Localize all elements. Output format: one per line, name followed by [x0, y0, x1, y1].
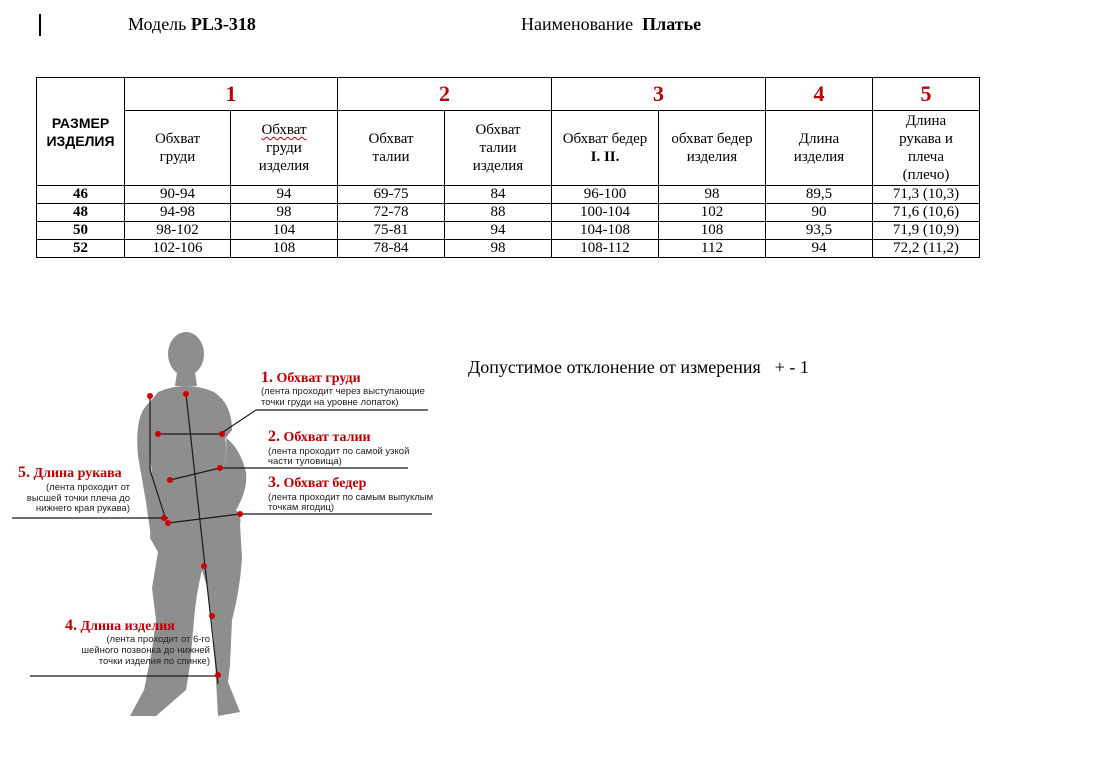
- tolerance-value: + - 1: [774, 357, 809, 377]
- column-header-hips: [552, 111, 659, 186]
- table-cell: 100-104: [552, 204, 659, 222]
- column-header-line: талии: [479, 140, 517, 156]
- column-header-line: рукава и: [899, 131, 953, 147]
- table-cell: 78-84: [338, 240, 445, 258]
- annotation-length-note-2: шейного позвонка до нижней: [81, 645, 210, 656]
- table-cell: 94: [445, 222, 552, 240]
- column-header-waist: [338, 111, 445, 186]
- table-cell: 71,3 (10,3): [873, 186, 980, 204]
- column-header-line: Обхват: [475, 122, 521, 138]
- group-header-2: 2: [338, 78, 552, 111]
- annotation-waist-num: 2.: [268, 428, 280, 445]
- table-row: [37, 240, 980, 258]
- table-cell: 102: [659, 204, 766, 222]
- size-header-cell: [37, 78, 125, 186]
- group-header-5: 5: [873, 78, 980, 111]
- table-row: [37, 204, 980, 222]
- table-cell: 94: [766, 240, 873, 258]
- table-cell: 90: [766, 204, 873, 222]
- column-header-line: Длина: [798, 131, 840, 147]
- model-value: PL3-318: [190, 14, 256, 34]
- group-header-4: 4: [766, 78, 873, 111]
- annotation-length-num: 4.: [65, 617, 77, 634]
- name-heading: [521, 14, 701, 35]
- name-label: Наименование: [521, 14, 634, 34]
- annotation-length: [65, 617, 175, 634]
- table-cell: 88: [445, 204, 552, 222]
- tolerance-note: [468, 357, 809, 378]
- annotation-chest-note-2: точки груди на уровне лопаток): [261, 397, 399, 408]
- table-cell: 96-100: [552, 186, 659, 204]
- annotation-sleeve-note-3: нижнего края рукава): [35, 503, 130, 514]
- model-heading: [128, 14, 256, 35]
- annotation-waist-note-1: (лента проходит по самой узкой: [268, 446, 410, 457]
- annotation-hips: [268, 474, 367, 491]
- annotation-sleeve-note-2: высшей точки плеча до: [26, 493, 130, 504]
- annotation-hips-title: Обхват бедер: [283, 476, 367, 491]
- table-cell: 98-102: [125, 222, 231, 240]
- annotation-length-title: Длина изделия: [80, 619, 175, 634]
- annotation-waist-title: Обхват талии: [283, 430, 371, 445]
- column-header-line: Обхват: [261, 122, 307, 138]
- table-cell: 108: [231, 240, 338, 258]
- table-cell: 90-94: [125, 186, 231, 204]
- table-cell: 69-75: [338, 186, 445, 204]
- annotation-chest: [261, 369, 361, 386]
- text-cursor: [39, 14, 41, 36]
- size-cell: 46: [37, 186, 125, 204]
- table-cell: 71,6 (10,6): [873, 204, 980, 222]
- column-header-hips-garment: [659, 111, 766, 186]
- annotation-chest-num: 1.: [261, 369, 273, 386]
- table-cell: 104: [231, 222, 338, 240]
- table-row: [37, 186, 980, 204]
- annotation-length-note-3: точки изделия по спинке): [98, 656, 210, 667]
- column-header-sleeve: [873, 111, 980, 186]
- column-header-line: изделия: [686, 149, 738, 165]
- column-header-line: плеча: [908, 149, 944, 165]
- annotation-hips-num: 3.: [268, 474, 280, 491]
- column-header-line: Обхват: [368, 131, 414, 147]
- annotation-chest-title: Обхват груди: [276, 371, 361, 386]
- annotation-length-note-1: (лента проходит от 6-го: [106, 634, 210, 645]
- annotation-hips-note-2: точкам ягодиц): [268, 502, 335, 513]
- annotation-chest-note-1: (лента проходит через выступающие: [261, 386, 425, 397]
- column-header-line: изделия: [793, 149, 845, 165]
- model-label: Модель: [128, 14, 187, 34]
- annotation-hips-note-1: (лента проходит по самым выпуклым: [268, 492, 434, 503]
- table-cell: 72-78: [338, 204, 445, 222]
- size-cell: 52: [37, 240, 125, 258]
- table-cell: 89,5: [766, 186, 873, 204]
- size-header-line-1: РАЗМЕР: [51, 114, 110, 131]
- table-cell: 75-81: [338, 222, 445, 240]
- table-cell: 104-108: [552, 222, 659, 240]
- column-header-line: груди: [159, 149, 196, 165]
- table-cell: 71,9 (10,9): [873, 222, 980, 240]
- name-value: Платье: [642, 14, 702, 34]
- table-cell: 108-112: [552, 240, 659, 258]
- size-cell: 48: [37, 204, 125, 222]
- table-row: [37, 222, 980, 240]
- annotation-waist: [268, 428, 371, 445]
- table-cell: 112: [659, 240, 766, 258]
- annotation-sleeve-num: 5.: [18, 464, 30, 481]
- column-header-line: Обхват бедер: [562, 131, 648, 147]
- column-header-line: обхват бедер: [671, 131, 753, 147]
- table-cell: 93,5: [766, 222, 873, 240]
- table-cell: 108: [659, 222, 766, 240]
- table-cell: 98: [445, 240, 552, 258]
- annotation-waist-note-2: части туловища): [268, 456, 342, 467]
- size-header-line-2: ИЗДЕЛИЯ: [46, 132, 115, 149]
- column-header-line: груди: [266, 140, 302, 156]
- table-cell: 102-106: [125, 240, 231, 258]
- table-cell: 84: [445, 186, 552, 204]
- size-table: [36, 77, 980, 258]
- column-header-chest: [125, 111, 231, 186]
- annotation-sleeve: [18, 464, 122, 481]
- table-cell: 94: [231, 186, 338, 204]
- column-header-waist-garment: [445, 111, 552, 186]
- annotation-sleeve-title: Длина рукава: [33, 466, 122, 481]
- table-cell: 98: [231, 204, 338, 222]
- annotation-sleeve-note-1: (лента проходит от: [46, 482, 130, 493]
- column-header-line: талии: [372, 149, 410, 165]
- table-cell: 94-98: [125, 204, 231, 222]
- measurement-diagram: [0, 320, 460, 730]
- column-header-line: изделия: [472, 158, 524, 174]
- size-cell: 50: [37, 222, 125, 240]
- column-header-line: Длина: [905, 113, 947, 129]
- column-header-line: Обхват: [154, 131, 201, 147]
- column-header-line: изделия: [258, 158, 310, 174]
- tolerance-label: Допустимое отклонение от измерения: [468, 357, 761, 377]
- column-header-line: I. II.: [590, 149, 620, 165]
- column-header-line: (плечо): [902, 167, 950, 183]
- group-header-1: 1: [125, 78, 338, 111]
- column-header-length: [766, 111, 873, 186]
- table-cell: 72,2 (11,2): [873, 240, 980, 258]
- table-cell: 98: [659, 186, 766, 204]
- group-header-3: 3: [552, 78, 766, 111]
- column-header-chest-garment: [231, 111, 338, 186]
